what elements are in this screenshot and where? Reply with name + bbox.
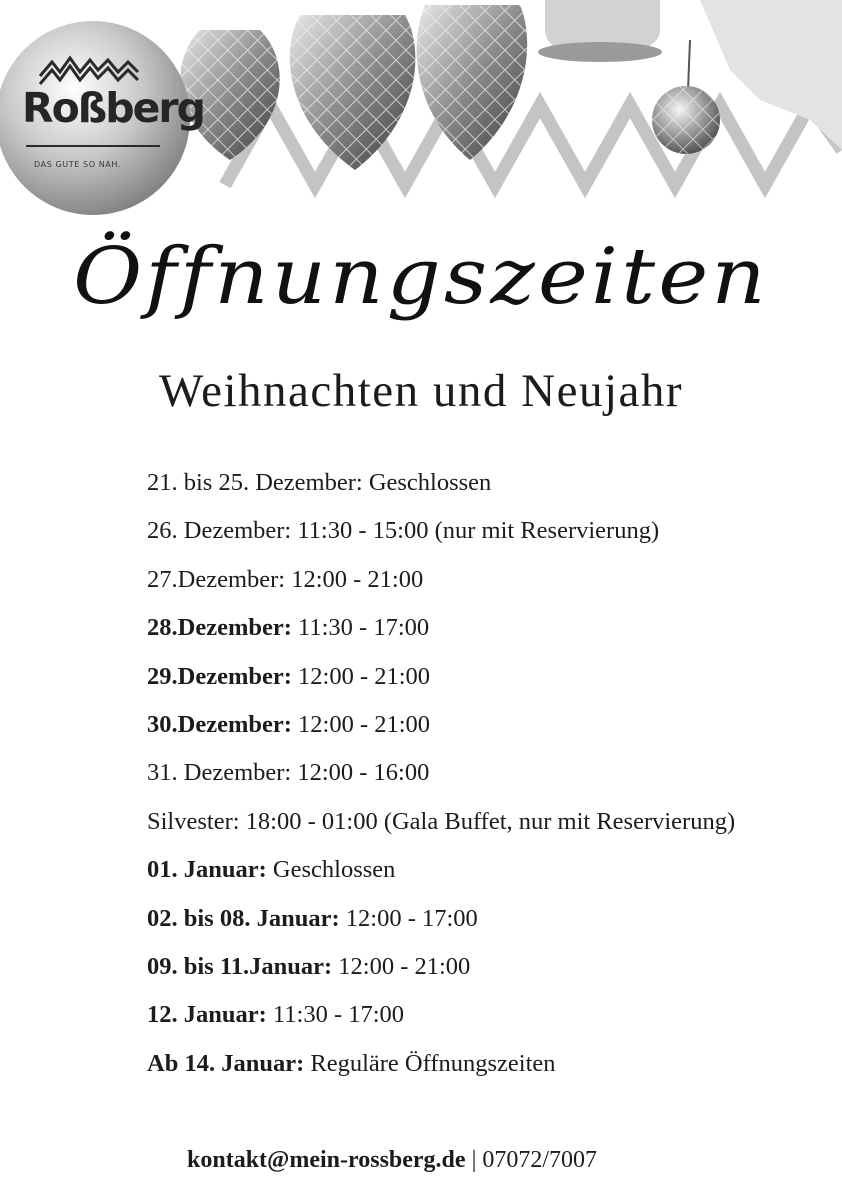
schedule-time: 18:00 - 01:00 (Gala Buffet, nur mit Reservierung) [245, 807, 736, 835]
brand-logo-text: Roßberg [22, 84, 204, 132]
schedule-item [147, 901, 837, 949]
schedule-time: 12:00 - 16:00 [297, 759, 430, 787]
schedule-day: 21. bis 25. Dezember: [147, 469, 363, 496]
schedule-time: 12:00 - 21:00 [338, 952, 471, 980]
schedule-time: Geschlossen [272, 856, 396, 884]
bell-ornament [538, 0, 662, 62]
schedule-day: 31. Dezember: [147, 759, 292, 787]
contact-separator: | [471, 1147, 477, 1173]
schedule-time: 11:30 - 17:00 [272, 1001, 405, 1029]
schedule-time: 12:00 - 17:00 [345, 904, 478, 932]
schedule-item [147, 659, 837, 707]
schedule-item [147, 1046, 837, 1094]
schedule-time: Geschlossen [368, 469, 492, 496]
schedule-item [147, 610, 837, 658]
schedule-item [147, 997, 837, 1045]
schedule-item [147, 513, 837, 561]
schedule-day: 30.Dezember: [147, 710, 292, 738]
schedule-time: 11:30 - 15:00 (nur mit Reservierung) [297, 517, 660, 545]
schedule-item [147, 465, 837, 513]
schedule-day: 01. Januar: [147, 856, 267, 884]
schedule-item [147, 707, 837, 755]
schedule-time: 11:30 - 17:00 [298, 614, 430, 642]
schedule-time: 12:00 - 21:00 [298, 662, 431, 690]
schedule-day: Silvester: [147, 807, 240, 835]
header-decoration [0, 0, 842, 220]
schedule-day: 26. Dezember: [147, 517, 292, 545]
schedule-day: 09. bis 11.Januar: [147, 952, 333, 980]
contact-footer [187, 1147, 597, 1174]
schedule-item [147, 755, 837, 803]
pine-cone-middle [290, 15, 416, 170]
schedule-day: 29.Dezember: [147, 662, 292, 690]
opening-hours-list [147, 465, 837, 1094]
schedule-day: 27.Dezember: [147, 565, 286, 593]
page-subtitle: Weihnachten und Neujahr [158, 365, 684, 417]
star-ornament [700, 0, 842, 150]
contact-phone[interactable]: 07072/7007 [482, 1147, 598, 1173]
schedule-time: 12:00 - 21:00 [298, 710, 431, 738]
contact-email[interactable]: kontakt@mein-rossberg.de [187, 1147, 466, 1173]
schedule-day: 12. Januar: [147, 1001, 267, 1029]
schedule-item [147, 804, 837, 852]
schedule-item [147, 949, 837, 997]
schedule-item [147, 562, 837, 610]
brand-tagline: DAS GUTE SO NAH. [34, 160, 122, 169]
schedule-item [147, 852, 837, 900]
schedule-day: 02. bis 08. Januar: [147, 904, 340, 932]
page-title: Öffnungszeiten [73, 232, 769, 322]
disco-ball [652, 40, 720, 154]
schedule-time: Reguläre Öffnungszeiten [310, 1049, 556, 1077]
schedule-day: Ab 14. Januar: [147, 1049, 305, 1077]
schedule-day: 28.Dezember: [147, 614, 292, 642]
schedule-time: 12:00 - 21:00 [291, 565, 424, 593]
